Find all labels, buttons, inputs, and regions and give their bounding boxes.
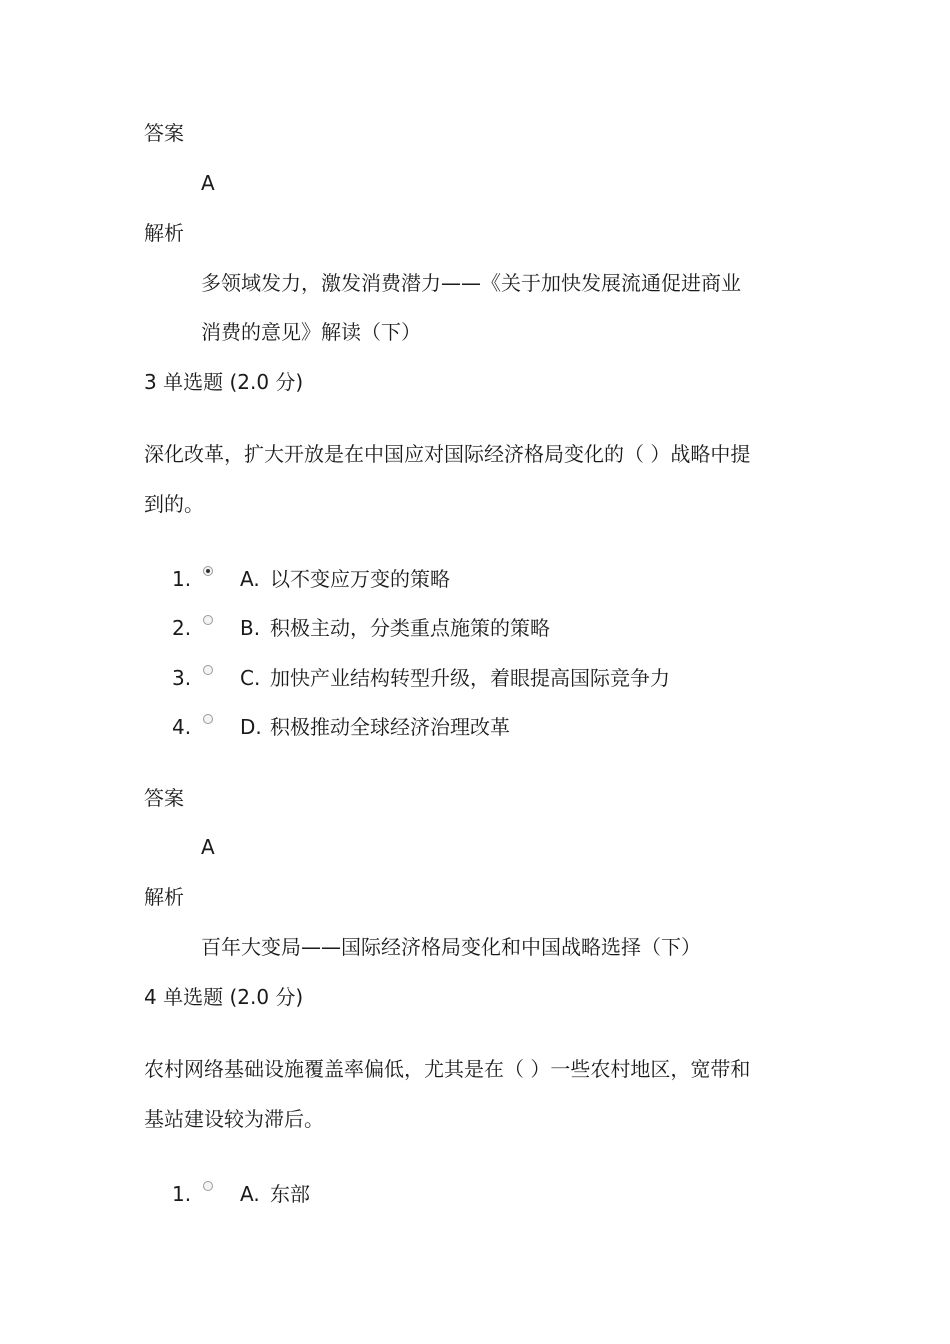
option-number: 3. <box>172 666 192 690</box>
radio-icon[interactable] <box>203 615 213 625</box>
option-letter: A. <box>240 567 260 591</box>
question-text <box>144 429 804 529</box>
question-text-line1: 深化改革，扩大开放是在中国应对国际经济格局变化的（ ）战略中提 <box>144 442 751 466</box>
analysis-text-line1: 多领域发力，激发消费潜力——《关于加快发展流通促进商业 <box>201 271 741 295</box>
radio-icon[interactable] <box>203 665 213 675</box>
option-text: 东部 <box>270 1182 310 1206</box>
question-header: 4 单选题 (2.0 分) <box>144 985 304 1009</box>
option-number: 4. <box>172 715 192 739</box>
question-text-line2: 基站建设较为滞后。 <box>144 1107 324 1131</box>
option-letter: C. <box>240 666 261 690</box>
question-text-line1: 农村网络基础设施覆盖率偏低，尤其是在（ ）一些农村地区，宽带和 <box>144 1057 751 1081</box>
question-text <box>144 1044 804 1144</box>
option-number: 2. <box>172 616 192 640</box>
option-text: 积极主动，分类重点施策的策略 <box>270 616 550 640</box>
analysis-text: 百年大变局——国际经济格局变化和中国战略选择（下） <box>201 935 701 959</box>
analysis-label: 解析 <box>144 221 184 245</box>
option-letter: D. <box>240 715 262 739</box>
radio-icon[interactable] <box>203 1181 213 1191</box>
option-text: 积极推动全球经济治理改革 <box>270 715 510 739</box>
option-text: 加快产业结构转型升级，着眼提高国际竞争力 <box>270 666 670 690</box>
answer-value: A <box>201 835 215 859</box>
option-letter: B. <box>240 616 261 640</box>
answer-value: A <box>201 171 215 195</box>
analysis-text-line2: 消费的意见》解读（下） <box>201 320 421 344</box>
question-text-line2: 到的。 <box>144 492 204 516</box>
radio-selected-icon[interactable] <box>203 566 213 576</box>
option-number: 1. <box>172 567 192 591</box>
question-header: 3 单选题 (2.0 分) <box>144 370 304 394</box>
radio-icon[interactable] <box>203 714 213 724</box>
answer-label: 答案 <box>144 786 184 810</box>
option-text: 以不变应万变的策略 <box>270 567 450 591</box>
answer-label: 答案 <box>144 121 184 145</box>
option-letter: A. <box>240 1182 260 1206</box>
analysis-label: 解析 <box>144 885 184 909</box>
option-number: 1. <box>172 1182 192 1206</box>
